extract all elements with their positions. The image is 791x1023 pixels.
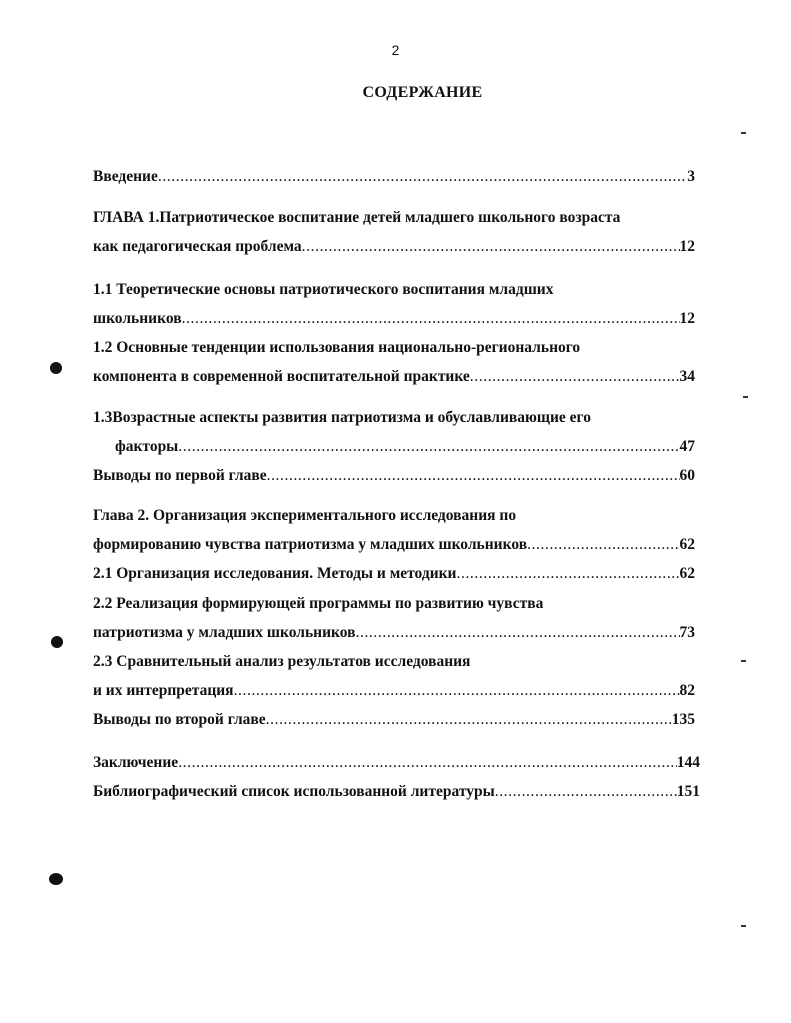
toc-entry-section-1-3-line1[interactable]: 1.3Возрастные аспекты развития патриотизма и обуславливающие его <box>93 409 591 426</box>
toc-entry-text: факторы <box>115 438 179 455</box>
toc-entry-conclusions-chapter1[interactable] <box>93 467 695 485</box>
toc-page-number: 12 <box>679 310 695 327</box>
toc-entry-conclusion[interactable] <box>93 754 700 772</box>
toc-page-number: 82 <box>679 682 695 699</box>
toc-entry-chapter1-line2[interactable] <box>93 238 695 256</box>
toc-entry-section-1-3-line2[interactable] <box>115 438 695 456</box>
toc-entry-text: 2.1 Организация исследования. Методы и методики <box>93 565 457 582</box>
toc-entry-text: как педагогическая проблема <box>93 238 302 255</box>
toc-page-number: 60 <box>679 467 695 484</box>
toc-page-number: 135 <box>671 711 695 728</box>
page-number: 2 <box>391 42 400 58</box>
dot-leader <box>457 565 680 583</box>
toc-page-number: 151 <box>676 783 700 800</box>
toc-entry-section-2-3-line2[interactable] <box>93 682 695 700</box>
toc-entry-section-2-2-line2[interactable] <box>93 624 695 642</box>
scan-mark <box>741 132 746 134</box>
scan-mark <box>741 660 746 662</box>
toc-entry-text: Заключение <box>93 754 179 771</box>
toc-entry-section-2-3-line1[interactable]: 2.3 Сравнительный анализ результатов исследования <box>93 653 471 670</box>
toc-entry-section-1-1-line1[interactable]: 1.1 Теоретические основы патриотического воспитания младших <box>93 281 554 298</box>
dot-leader <box>495 783 677 801</box>
toc-page-number: 3 <box>687 168 695 185</box>
dot-leader <box>267 467 680 485</box>
toc-entry-bibliography[interactable] <box>93 783 700 801</box>
scan-speck <box>49 873 63 885</box>
toc-entry-text: Библиографический список использованной литературы <box>93 783 495 800</box>
toc-page-number: 62 <box>679 536 695 553</box>
toc-page-number: 144 <box>676 754 700 771</box>
toc-entry-text: патриотизма у младших школьников <box>93 624 356 641</box>
toc-entry-text: школьников <box>93 310 182 327</box>
toc-entry-intro[interactable] <box>93 168 695 186</box>
toc-entry-conclusions-chapter2[interactable] <box>93 711 695 729</box>
toc-page-number: 47 <box>679 438 695 455</box>
page-title: СОДЕРЖАНИЕ <box>362 84 483 101</box>
toc-entry-section-1-2-line1[interactable]: 1.2 Основные тенденции использования национально-регионального <box>93 339 581 356</box>
toc-entry-section-2-2-line1[interactable]: 2.2 Реализация формирующей программы по развитию чувства <box>93 595 544 612</box>
scan-speck <box>50 362 62 374</box>
dot-leader <box>302 238 680 256</box>
toc-entry-text: и их интерпретация <box>93 682 234 699</box>
toc-page-number: 62 <box>679 565 695 582</box>
toc-entry-section-2-1[interactable] <box>93 565 695 583</box>
toc-entry-text: формированию чувства патриотизма у младших школьников <box>93 536 528 553</box>
toc-entry-chapter1-line1[interactable]: ГЛАВА 1.Патриотическое воспитание детей младшего школьного возраста <box>93 209 621 226</box>
toc-page-number: 34 <box>679 368 695 385</box>
dot-leader <box>158 168 687 186</box>
scan-mark <box>743 396 748 398</box>
scan-mark <box>741 925 746 927</box>
dot-leader <box>356 624 680 642</box>
toc-entry-text: Введение <box>93 168 158 185</box>
dot-leader <box>182 310 680 328</box>
toc-entry-chapter2-line2[interactable] <box>93 536 695 554</box>
toc-entry-text: компонента в современной воспитательной практике <box>93 368 470 385</box>
toc-entry-text: Выводы по второй главе <box>93 711 266 728</box>
dot-leader <box>266 711 672 729</box>
scan-speck <box>51 636 63 648</box>
toc-entry-text: Выводы по первой главе <box>93 467 267 484</box>
dot-leader <box>527 536 679 554</box>
toc-page-number: 12 <box>679 238 695 255</box>
toc-page-number: 73 <box>679 624 695 641</box>
dot-leader <box>178 438 679 456</box>
toc-entry-section-1-1-line2[interactable] <box>93 310 695 328</box>
dot-leader <box>178 754 677 772</box>
dot-leader <box>470 368 680 386</box>
toc-entry-chapter2-line1[interactable]: Глава 2. Организация экспериментального исследования по <box>93 507 517 524</box>
toc-entry-section-1-2-line2[interactable] <box>93 368 695 386</box>
dot-leader <box>234 682 680 700</box>
